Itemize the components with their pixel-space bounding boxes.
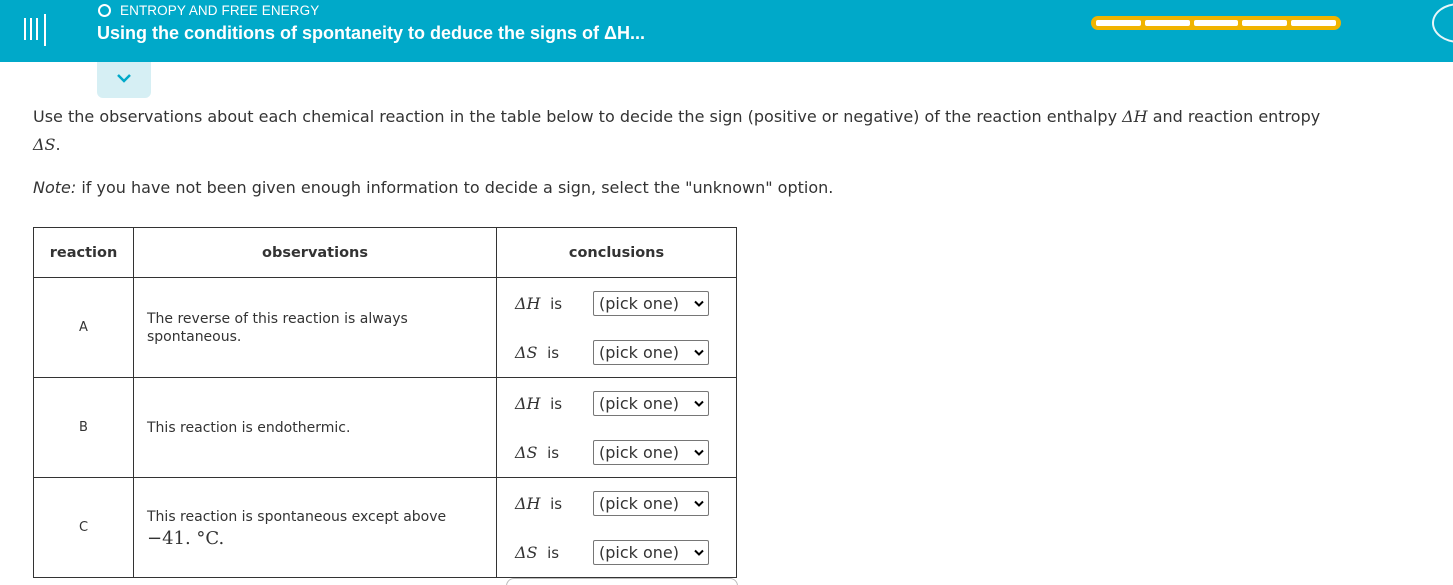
delta-s-conclusion	[515, 340, 709, 365]
page-title: Using the conditions of spontaneity to deduce the signs of ΔH...	[97, 23, 645, 43]
progress-segment	[1145, 20, 1190, 26]
delta-h-symbol: ΔH	[1122, 107, 1148, 126]
instructions-part2: and reaction entropy	[1147, 107, 1321, 126]
delta-s-label	[515, 543, 593, 562]
delta-s-symbol: ΔS	[515, 443, 538, 462]
select-value: (pick one)	[599, 543, 680, 562]
observations-table	[33, 227, 737, 578]
chevron-down-icon	[694, 449, 704, 457]
bottom-panel-tab[interactable]	[506, 578, 738, 585]
observation-text	[134, 378, 497, 478]
delta-s-select[interactable]	[593, 340, 709, 365]
delta-h-select[interactable]	[593, 391, 709, 416]
progress-segment	[1242, 20, 1287, 26]
conclusions-cell	[497, 378, 737, 478]
instructions-part1: Use the observations about each chemical reaction in the table below to decide the sign (positive or negative) of the reaction enthalpy	[33, 107, 1123, 126]
note-body: if you have not been given enough information to decide a sign, select the "unknown" option.	[76, 178, 834, 197]
delta-h-conclusion	[515, 491, 709, 516]
delta-h-conclusion	[515, 291, 709, 316]
progress-segment	[1291, 20, 1336, 26]
chevron-down-icon	[694, 549, 704, 557]
table-header-row	[34, 228, 737, 278]
is-label: is	[550, 495, 563, 513]
select-value: (pick one)	[599, 394, 680, 413]
is-label: is	[547, 344, 560, 362]
observation-sentence: This reaction is spontaneous except above	[147, 508, 447, 525]
delta-s-symbol: ΔS	[515, 343, 538, 362]
select-value: (pick one)	[599, 343, 680, 362]
chevron-down-icon	[694, 500, 704, 508]
table-row	[34, 378, 737, 478]
instructions-text	[33, 103, 1453, 159]
observation-sentence: The reverse of this reaction is always spontaneous.	[147, 310, 408, 345]
delta-h-label	[515, 394, 593, 413]
observation-text	[134, 478, 497, 578]
delta-s-symbol: ΔS	[33, 135, 56, 154]
table-row	[34, 478, 737, 578]
delta-s-select[interactable]	[593, 540, 709, 565]
topic-label: ENTROPY AND FREE ENERGY	[120, 2, 320, 18]
select-value: (pick one)	[599, 443, 680, 462]
delta-s-conclusion	[515, 540, 709, 565]
delta-s-label	[515, 343, 593, 362]
reaction-label: C	[34, 478, 134, 578]
header-conclusions: conclusions	[497, 228, 737, 278]
progress-bar	[1091, 16, 1341, 30]
select-value: (pick one)	[599, 494, 680, 513]
note-text	[33, 178, 833, 197]
chevron-down-icon	[116, 73, 132, 83]
collapse-toggle-button[interactable]	[97, 62, 151, 98]
delta-h-conclusion	[515, 391, 709, 416]
delta-s-conclusion	[515, 440, 709, 465]
delta-h-symbol: ΔH	[515, 394, 541, 413]
delta-h-symbol: ΔH	[515, 294, 541, 313]
chevron-down-icon	[694, 300, 704, 308]
progress-segment	[1194, 20, 1239, 26]
delta-h-label	[515, 294, 593, 313]
delta-s-select[interactable]	[593, 440, 709, 465]
next-circle-button[interactable]	[1432, 3, 1453, 43]
is-label: is	[547, 544, 560, 562]
conclusions-cell	[497, 478, 737, 578]
delta-h-select[interactable]	[593, 491, 709, 516]
chevron-down-icon	[694, 349, 704, 357]
observation-sentence: This reaction is endothermic.	[147, 419, 351, 436]
topic-line	[98, 2, 319, 18]
header-reaction: reaction	[34, 228, 134, 278]
note-label: Note:	[33, 178, 77, 197]
instructions-part3: .	[55, 135, 61, 154]
observation-text	[134, 278, 497, 378]
delta-s-symbol: ΔS	[515, 543, 538, 562]
conclusions-cell	[497, 278, 737, 378]
delta-h-label	[515, 494, 593, 513]
reaction-label: B	[34, 378, 134, 478]
delta-h-select[interactable]	[593, 291, 709, 316]
chevron-down-icon	[694, 400, 704, 408]
delta-h-symbol: ΔH	[515, 494, 541, 513]
delta-s-label	[515, 443, 593, 462]
is-label: is	[550, 395, 563, 413]
is-label: is	[547, 444, 560, 462]
temperature-value: −41. °C.	[147, 527, 225, 549]
is-label: is	[550, 295, 563, 313]
select-value: (pick one)	[599, 294, 680, 313]
table-row	[34, 278, 737, 378]
header-observations: observations	[134, 228, 497, 278]
reaction-label: A	[34, 278, 134, 378]
topic-circle-icon	[98, 4, 111, 17]
header-bar	[0, 0, 1453, 62]
progress-segment	[1096, 20, 1141, 26]
hamburger-menu-icon[interactable]	[18, 14, 46, 46]
